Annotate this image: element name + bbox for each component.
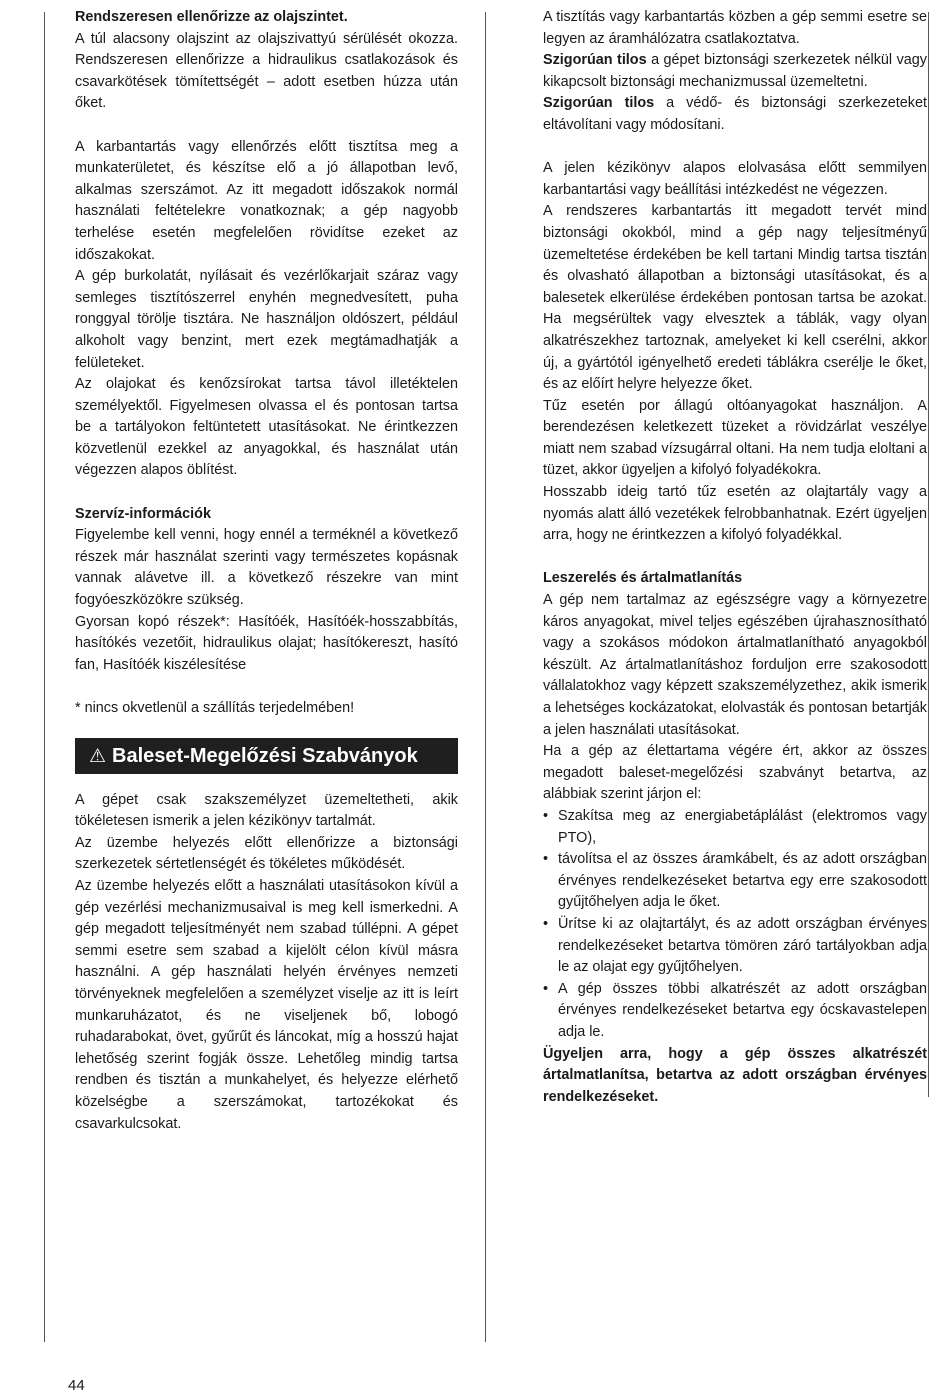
footnote: * nincs okvetlenül a szállítás terjedelmében! [75,700,355,716]
list-item: • A gép összes többi alkatrészét az adott országban érvényes rendelkezéseket betartva egy ócskavastelepen adja le. [543,979,927,1044]
wear-parts-paragraph: Gyorsan kopó részek*: Hasítóék, Hasítóék-hosszabbítás, hasítókés vezetőit, hidraulikus olajat; hasítókereszt, hasító fan, Hasítóék kiszélesítése [75,613,458,673]
right-margin-rule [928,12,929,1097]
strictly-forbidden-label: Szigorúan tilos [543,95,655,112]
disposal-steps-list [543,806,927,1044]
column-divider-rule [485,12,486,1342]
maintenance-prep-paragraph: A karbantartás vagy ellenőrzés előtt tisztítsa meg a munkaterületet, és készítse elő a jó állapotban levő, alkalmas szerszámot. Az itt megadott időszakok normál használati feltételekre vonatkoznak; a gép nagyobb terhelése esetén megfelelően rövidítse ezeket az időszakokat. [75,138,458,263]
prohibition-text-1: a gépet biztonsági szerkezetek nélkül vagy kikapcsolt biztonsági mechanizmussal üzemeltetni. [543,52,927,90]
read-manual-paragraph: A jelen kézikönyv alapos elolvasása előtt semmilyen karbantartási vagy beállítási intézkedést ne végezzen. [543,160,927,198]
list-item: • távolítsa el az összes áramkábelt, és az adott országban érvényes rendelkezéseket betartva egy erre szakosodott gyűjtőhelyen adja le őket. [543,849,927,914]
spacer [75,676,458,698]
oil-level-heading: Rendszeresen ellenőrizze az olajszintet. [75,9,348,25]
oils-paragraph: Az olajokat és kenőzsírokat tartsa távol illetéktelen személyektől. Figyelmesen olvassa el és pontosan tartsa be a tartályokon feltüntetett utasításokat. Ne érintkezzen közvetlenül ezekkel az anyagokkal, és használat után végezzen alapos öblítést. [75,376,458,479]
spacer [543,547,927,569]
left-margin-rule [44,12,45,1342]
end-of-life-paragraph: Ha a gép az élettartama végére ért, akkor az összes megadott baleset-megelőzési szabványt betartva, az alábbiak szerint járjon el: [543,743,927,803]
disposal-paragraph: A gép nem tartalmaz az egészségre vagy a környezetre káros anyagokat, mivel teljes egészében újrahasznosítható vagy a szokásos módokon ártalmatlanítható anyagokból készült. Az ártalmatlanításhoz forduljon erre szakosodott vállalatokhoz vagy képzett szakszemélyzethez, akik ismerik a lehetséges kockázatokat, elolvasták és pontosan betartják a jelen használati utasításokat. [543,592,927,738]
fire-paragraph: Tűz esetén por állagú oltóanyagokat használjon. A berendezésen keletkezett tüzeket a rövidzárlat veszélye miatt nem szabad vízsugárral oltani. Ha nem tudja eloltani a tüzet, akkor ügyeljen a kifolyó folyadékokra. [543,397,927,479]
safety-check-paragraph: Az üzembe helyezés előtt ellenőrizze a biztonsági szerkezetek sértetlenségét és tökéletes működését. [75,834,458,873]
left-column [75,7,458,1135]
oil-level-paragraph: A túl alacsony olajszint az olajszivattyú sérülését okozza. Rendszeresen ellenőrizze a hidraulikus csatlakozások és csavarkötések tömítettségét – adott esetben húzza után őket. [75,30,458,112]
service-info-heading: Szervíz-információk [75,505,211,522]
disposal-final-note: Ügyeljen arra, hogy a gép összes alkatrészét ártalmatlanítsa, betartva az adott országban érvényes rendelkezéseket. [543,1045,927,1105]
spacer [543,137,927,159]
warning-triangle-icon: ⚠ [89,745,107,767]
strictly-forbidden-label: Szigorúan tilos [543,52,647,69]
operation-rules-paragraph: Az üzembe helyezés előtt a használati utasításokon kívül a gép vezérlési mechanizmusaival is meg kell ismerkedni. A gép megadott teljesítményét nem szabad túllépni. A gépet semmi esetre sem szabad a kijelölt célon kívül másra használni. A gép használati helyén érvényes nemzeti törvényeknek megfelelően a személyzet viselje az itt is leírt munkaruházatot, és ne viseljenek bő, lobogó ruhadarabokat, övet, gyűrűt és láncokat, míg a hosszú hajat lehetőség szerint fogják össze. Lehetőleg mindig tartsa rendben és tisztán a munkahelyet, és helyezze elérhető közelségbe a szerszámokat, tartozékokat és csavarkulcsokat. [75,877,458,1132]
maintenance-plan-paragraph: A rendszeres karbantartás itt megadott tervét mind biztonsági okokból, mind a gép nagy teljesítményű üzemeltetése érdekében be kell tartani Mindig tartsa tisztán és olvasható állapotban a biztonsági utasításokat, és a balesetek elkerülése érdekében pontosan tartsa be azokat. Ha megsérültek vagy elvesztek a táblák, vagy olyan alkatrészekhez tartoznak, amelyeket ki kell cserélni, akkor új, a gyártótól igényelhető eredeti táblákra cserélje le őket, és az előírt helyre helyezze őket. [543,203,927,393]
service-info-paragraph: Figyelembe kell venni, hogy ennél a terméknél a következő részek már használat szerinti vagy természetes kopásnak vannak alávetve ill. a következő részekre van mint fogyóeszközökre szükség. [75,527,458,609]
prohibition-paragraph-1 [543,50,927,93]
banner-title: Baleset-Megelőzési Szabványok [112,744,418,767]
disconnect-paragraph: A tisztítás vagy karbantartás közben a gép semmi esetre se legyen az áramhálózatra csatlakoztatva. [543,9,927,47]
long-fire-paragraph: Hosszabb ideig tartó tűz esetén az olajtartály vagy a nyomás alatt álló vezetékek felrobbanhatnak. Ezért ügyeljen arra, hogy ne érintkezzen a kifolyó folyadékkal. [543,484,927,544]
spacer [75,482,458,504]
right-column [543,7,927,1108]
prohibition-text-2: a védő- és biztonsági szerkezeteket eltávolítani vagy módosítani. [543,95,927,133]
cleaning-paragraph: A gép burkolatát, nyílásait és vezérlőkarjait száraz vagy semleges tisztítószerrel enyhén megnedvesített, puha ronggyal törölje tisztára. Ne használjon oldószert, például alkoholt vagy benzint, mert ezek megtámadhatják a felületeket. [75,268,458,371]
disposal-heading: Leszerelés és ártalmatlanítás [543,570,743,587]
accident-prevention-banner [75,738,458,774]
page-number: 44 [68,1377,85,1394]
spacer [75,115,458,137]
list-item: • Szakítsa meg az energiabetáplálást (elektromos vagy PTO), [543,806,927,849]
list-item: • Ürítse ki az olajtartályt, és az adott országban érvényes rendelkezéseket betartva tömören záró tartályokban adja le az olajat egy gyűjtőhelyen. [543,914,927,979]
qualified-staff-paragraph: A gépet csak szakszemélyzet üzemeltetheti, akik tökéletesen ismerik a jelen kézikönyv tartalmát. [75,791,458,830]
prohibition-paragraph-2 [543,93,927,136]
